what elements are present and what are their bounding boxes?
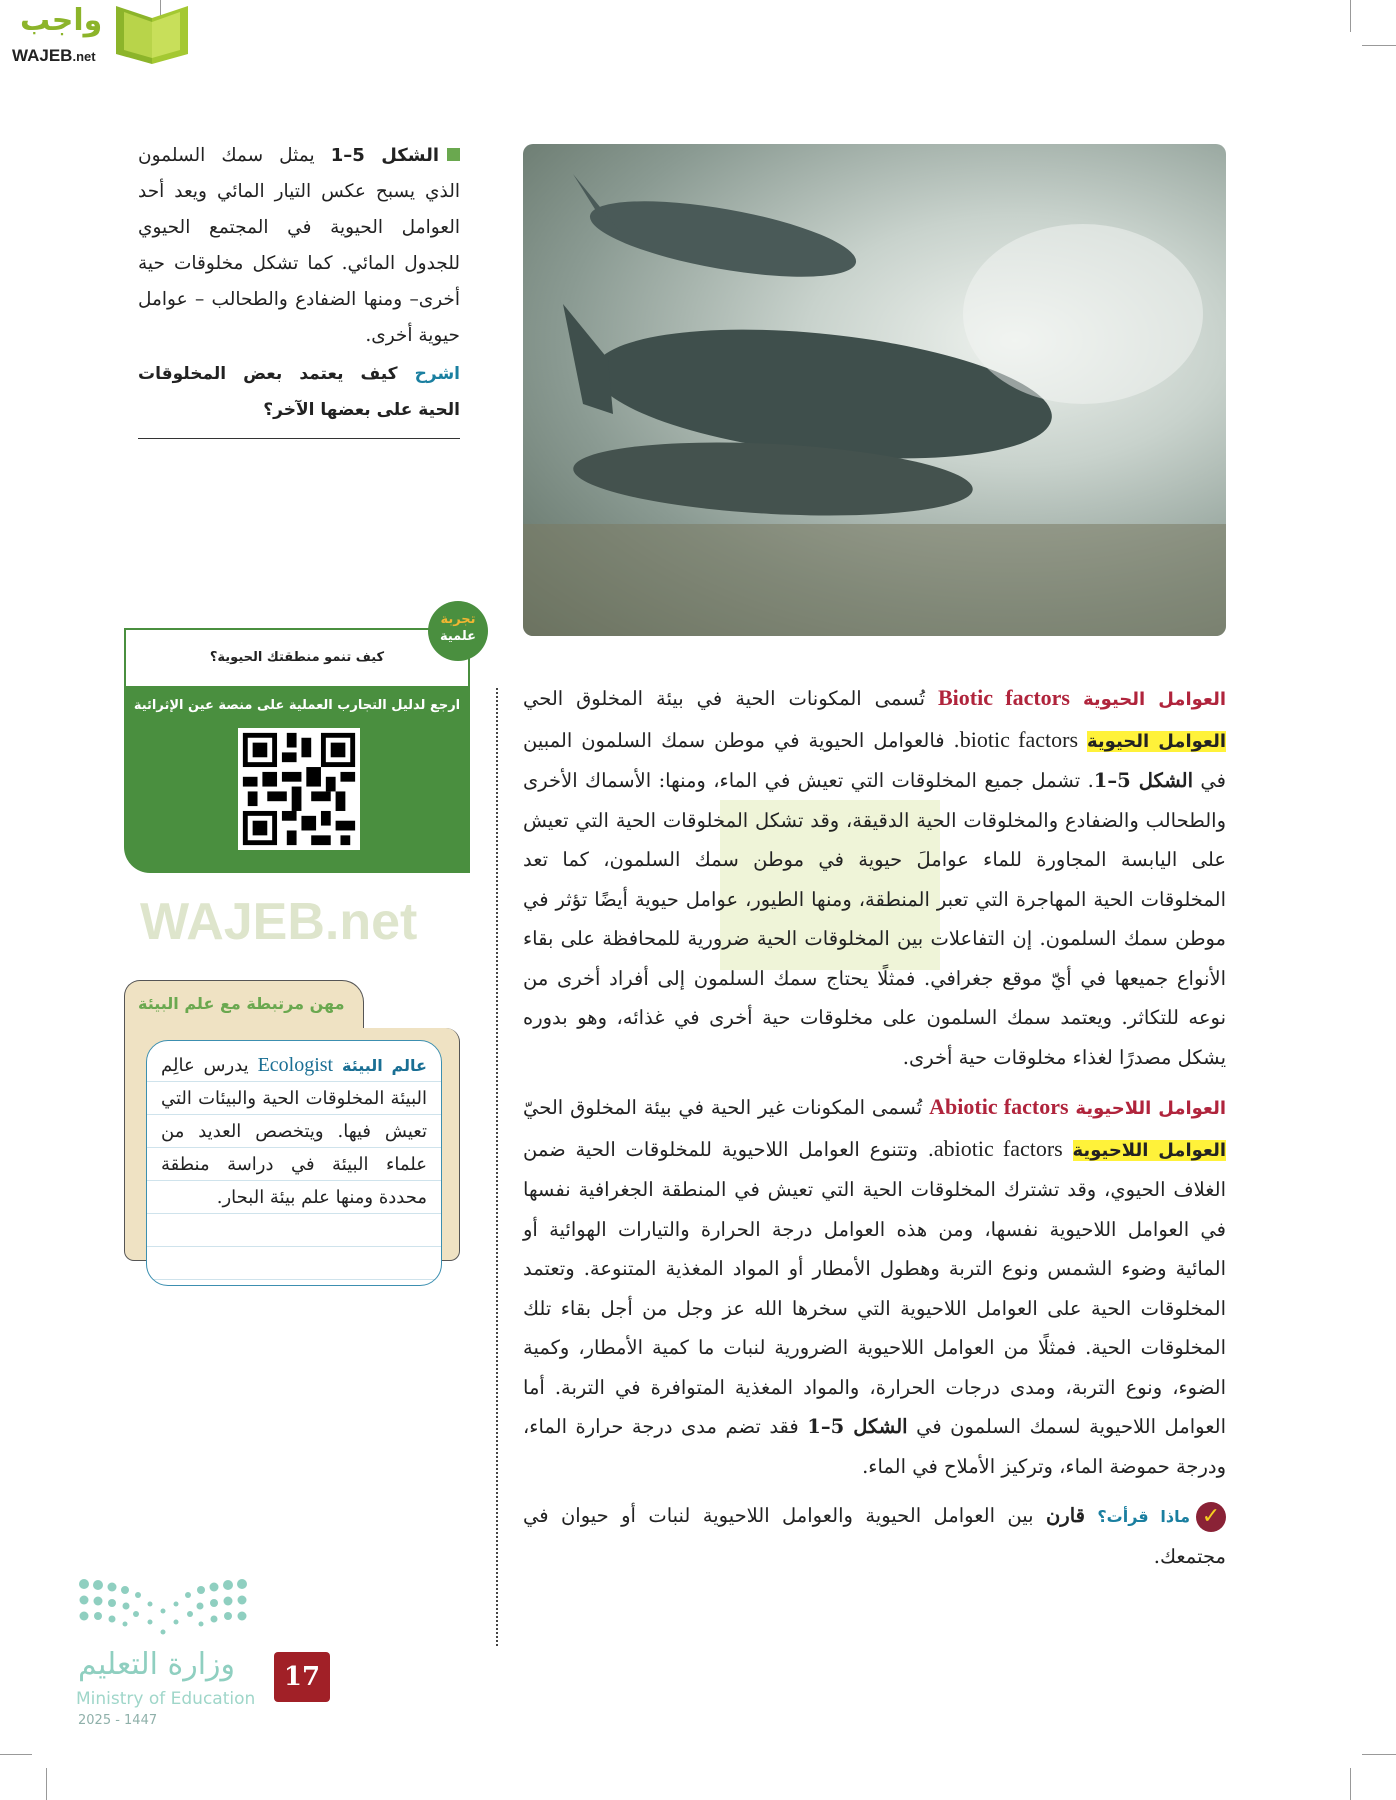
lab-badge: [428, 601, 488, 661]
ministry-logo: [68, 1578, 338, 1748]
checkmark-icon: ✓: [1196, 1502, 1226, 1532]
crop-mark: [1362, 1754, 1396, 1755]
term-heading-en: Abiotic factors: [929, 1094, 1069, 1119]
reading-check-text: بين العوامل الحيوية والعوامل اللاحيوية لنبات أو حيوان في مجتمعك.: [523, 1504, 1226, 1568]
career-term: عالم البيئة: [341, 1056, 427, 1075]
crop-mark: [46, 1768, 47, 1800]
main-text: [523, 678, 1226, 1586]
reading-check-label: ماذا قرأت؟: [1097, 1507, 1191, 1526]
career-term-en: Ecologist: [257, 1054, 334, 1076]
figure-reference[interactable]: الشكل 5–1: [1093, 769, 1193, 792]
crop-mark: [0, 1754, 32, 1755]
qr-code[interactable]: [238, 728, 360, 850]
caption-text: [138, 138, 460, 354]
question-keyword: اشرح: [414, 364, 460, 384]
text: تُسمى المكونات الحية في بيئة المخلوق الحي: [523, 687, 925, 710]
vocab-en: biotic factors: [959, 726, 1078, 752]
crop-mark: [1350, 1768, 1351, 1800]
logo-arabic: واجب: [20, 3, 103, 38]
reading-check: [523, 1496, 1226, 1576]
qr-code-icon: [238, 728, 360, 850]
caption-body: يمثل سمك السلمون الذي يسبح عكس التيار المائي ويعد أحد العوامل الحيوية في المجتمع الحيوي للجدول المائي. كما تشكل مخلوقات حية أخرى– ومنها الضفادع والطحالب – عوامل حيوية أخرى.: [138, 145, 460, 346]
figure-label: الشكل 5–1: [330, 145, 440, 166]
paragraph-abiotic: [523, 1087, 1226, 1486]
career-box: [124, 980, 460, 1285]
page-number: 17: [274, 1652, 330, 1702]
career-title: مهن مرتبطة مع علم البيئة: [138, 994, 345, 1013]
logo-latin: WAJEB.net: [12, 46, 96, 65]
paragraph-biotic: [523, 678, 1226, 1077]
vocab-en: abiotic factors: [933, 1135, 1063, 1161]
ministry-dots-icon: [78, 1578, 248, 1638]
figure-reference[interactable]: الشكل 5–1: [807, 1415, 908, 1438]
figure-caption: [138, 138, 460, 439]
vocab-highlight: العوامل الحيوية: [1086, 730, 1226, 752]
text: تُسمى المكونات غير الحية في بيئة المخلوق الحيّ: [523, 1096, 923, 1119]
career-card: [146, 1040, 442, 1286]
lab-box: [124, 612, 477, 873]
term-heading: العوامل الحيوية: [1082, 689, 1226, 710]
badge-line1: تجربة: [440, 612, 476, 627]
lab-instruction: ارجع لدليل التجارب العملية على منصة عين الإثرائية: [133, 698, 461, 713]
badge-line2: علمية: [439, 629, 477, 644]
ministry-year: 2025 - 1447: [78, 1713, 158, 1728]
text: فقد تضم مدى درجة حرارة الماء، ودرجة حموضة الماء، وتركيز الأملاح في الماء.: [523, 1415, 1226, 1478]
term-heading: العوامل اللاحيوية: [1075, 1098, 1227, 1119]
text: . تشمل جميع المخلوقات التي تعيش في الماء، ومنها: الأسماك الأخرى والطحالب والضفادع والمخلوقات الحية الدقيقة، وقد تشكل المخلوقات الحية التي تعيش على اليابسة المجاورة للماء عواملَ حيوية في موطن سمك السلمون، كما تعد المخلوقات الحية المهاجرة التي تعبر المنطقة، ومنها الطيور، عوامل حيوية أيضًا تؤثر في موطن سمك السلمون. إن التفاعلات بين المخلوقات الحية ضرورية للمحافظة على بقاء الأنواع جميعها في أيّ موقع جغرافي. فمثلًا يحتاج سمك السلمون إلى أفراد أخرى من نوعه للتكاثر. ويعتمد سمك السلمون على مخلوقات حية أخرى في غذائه، وهو بدوره يشكل مصدرًا لغذاء مخلوقات حية أخرى.: [523, 769, 1226, 1069]
ministry-arabic: وزارة التعليم: [78, 1647, 236, 1682]
wajeb-logo[interactable]: [8, 2, 198, 68]
crop-mark: [1350, 0, 1351, 32]
watermark: WAJEB.net: [140, 893, 418, 951]
ministry-english: Ministry of Education: [76, 1689, 256, 1709]
question-text: كيف يعتمد بعض المخلوقات الحية على بعضها الآخر؟: [138, 364, 460, 420]
vocab-highlight: العوامل اللاحيوية: [1072, 1139, 1226, 1161]
column-divider: [496, 688, 498, 1646]
book-icon: [108, 4, 196, 64]
divider: [138, 438, 460, 439]
text: . فالعوامل الحيوية في موطن سمك السلمون المبين في: [523, 728, 1226, 792]
caption-question: [138, 356, 460, 428]
reading-check-verb: قارن: [1045, 1504, 1085, 1527]
lab-title: كيف تنمو منطقتك الحيوية؟: [209, 650, 385, 665]
text: . وتتنوع العوامل اللاحيوية للمخلوقات الحية ضمن الغلاف الحيوي، وقد تشترك المخلوقات الحية التي تعيش في المنطقة الجغرافية نفسها في العوامل اللاحيوية نفسها، ومن هذه العوامل درجة الحرارة والتيارات الهوائية أو المائية وضوء الشمس ونوع التربة وهطول الأمطار أو المواد المغذية المتنوعة. وتعتمد المخلوقات الحية على العوامل اللاحيوية التي سخرها الله عز وجل من أجل بقاء تلك المخلوقات الحية. فمثلًا من العوامل اللاحيوية الضرورية لنبات ما كمية الأمطار، وكمية الضوء، ونوع التربة، ومدى درجات الحرارة، والمواد المغذية المتوافرة في التربة. أما العوامل اللاحيوية لسمك السلمون في: [523, 1137, 1226, 1438]
green-square-icon: [447, 148, 460, 161]
crop-mark: [1362, 45, 1396, 46]
career-text: يدرس عالِم البيئة المخلوقات الحية والبيئات التي تعيش فيها. ويتخصص العديد من علماء البيئة في دراسة منطقة محددة ومنها علم بيئة البحار.: [161, 1055, 427, 1208]
term-heading-en: Biotic factors: [937, 685, 1070, 710]
salmon-photo: [523, 144, 1226, 636]
